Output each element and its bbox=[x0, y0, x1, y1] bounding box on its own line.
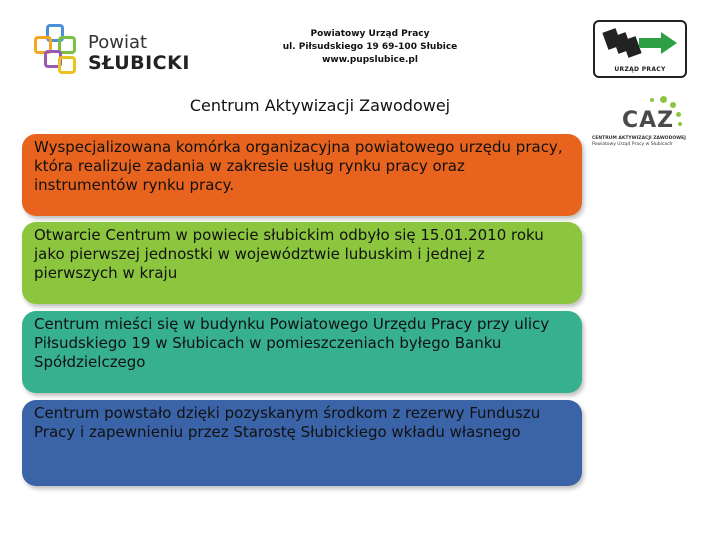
logo-text-slubicki: SŁUBICKI bbox=[88, 52, 190, 74]
info-box-opening: Otwarcie Centrum w powiecie słubickim odbyło się 15.01.2010 roku jako pierwszej jednostki w województwie lubuskim i jednej z pierwszych w kraju bbox=[22, 222, 582, 304]
info-box-location: Centrum mieści się w budynku Powiatowego Urzędu Pracy przy ulicy Piłsudskiego 19 w Słubicach w pomieszczeniach byłego Banku Spółdzielczego bbox=[22, 311, 582, 393]
caz-dot-icon bbox=[678, 122, 682, 126]
caz-dot-icon bbox=[676, 112, 681, 117]
caz-logo bbox=[590, 92, 690, 152]
caz-letters: CAZ bbox=[622, 108, 675, 133]
logo-text-powiat: Powiat bbox=[88, 32, 148, 53]
page-title-text: Centrum Aktywizacji Zawodowej bbox=[189, 96, 451, 115]
powiat-slubicki-logo bbox=[30, 18, 190, 80]
office-address: ul. Piłsudskiego 19 69-100 Słubice bbox=[282, 42, 458, 52]
caz-subtitle-office: Powiatowy Urząd Pracy w Słubicach bbox=[592, 142, 673, 147]
caz-dot-icon bbox=[650, 98, 654, 102]
info-box-funding: Centrum powstało dzięki pozyskanym środkom z rezerwy Funduszu Pracy i zapewnieniu przez Starostę Słubickiego wkładu własnego bbox=[22, 400, 582, 486]
caz-dot-icon bbox=[660, 96, 667, 103]
urzad-pracy-caption: URZĄD PRACY bbox=[614, 66, 666, 73]
urzad-pracy-logo bbox=[593, 20, 687, 78]
caz-subtitle: CENTRUM AKTYWIZACJI ZAWODOWEJ bbox=[592, 136, 686, 141]
office-header bbox=[260, 28, 480, 67]
urzad-pracy-arrow-icon bbox=[595, 22, 685, 66]
office-name: Powiatowy Urząd Pracy bbox=[310, 29, 430, 39]
logo-square-yellow-icon bbox=[58, 56, 76, 74]
office-website: www.pupslubice.pl bbox=[322, 55, 418, 65]
info-box-definition: Wyspecjalizowana komórka organizacyjna powiatowego urzędu pracy, która realizuje zadania w zakresie usług rynku pracy oraz instrumentów rynku pracy. bbox=[22, 134, 582, 216]
